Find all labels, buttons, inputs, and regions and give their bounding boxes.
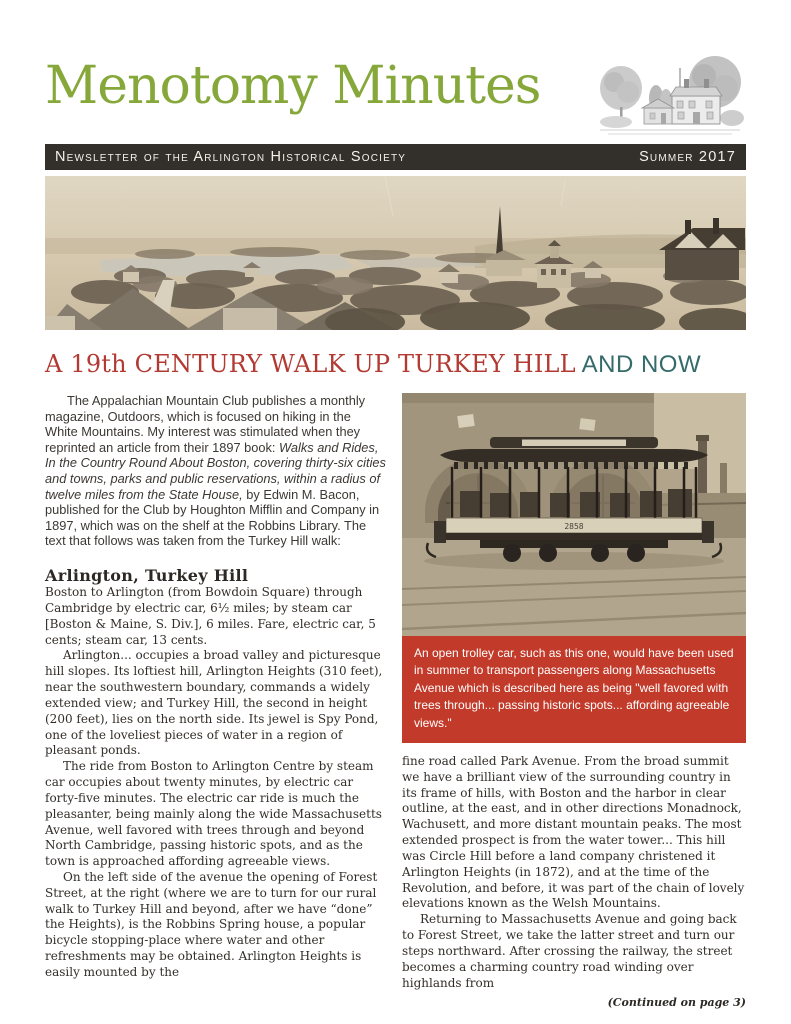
excerpt-paragraph: On the left side of the avenue the opening of Forest Street, at the right (where we are to turn for our rural walk to Turkey Hill and beyond, after we have “done” the Heights), is the Robbins Spring house, a popular bicycle stopping-place where water and other refreshments may be obtained. Arlington Heights is easily mounted by the [45, 870, 378, 979]
headline-main: A 19th CENTURY WALK UP TURKEY HILL [45, 350, 576, 378]
trolley-photo [402, 393, 746, 636]
continued-note: (Continued on page 3) [607, 996, 746, 1010]
trolley-car-number: 2858 [564, 522, 584, 531]
intro-paragraph [45, 393, 386, 549]
excerpt-paragraph: The ride from Boston to Arlington Centre by steam car occupies about twenty minutes, by electric car forty-five minutes. The electric car ride is much the pleasanter, being mainly along the wide Massachusetts Avenue, well favored with trees through and beyond North Cambridge, passing historic spots, and as the town is approached affording agreeable views. [45, 759, 382, 869]
trolley-figure [402, 393, 746, 743]
newsletter-title: Menotomy Minutes [45, 56, 541, 116]
right-column [402, 393, 746, 1009]
book-title: Walks and Rides, In the Country Round About Boston, covering thirty-six cities and towns, parks and public reservations, within a radius of twelve miles from the State House, [45, 439, 386, 502]
right-column-text [402, 754, 746, 991]
newsletter-subtitle: Newsletter of the Arlington Historical Society [55, 149, 407, 165]
intro-text-2: by Edwin M. Bacon, published for the Club by Houghton Mifflin and Company in 1897, which was on the shelf at the Robbins Library. The text that follows was taken from the Turkey Hill walk: [45, 486, 380, 549]
excerpt-paragraph: Boston to Arlington (from Bowdoin Square) through Cambridge by electric car, 6½ miles; by steam car [Boston & Maine, S. Div.], 6 miles. Fare, electric car, 5 cents; steam car, 13 cents. [45, 585, 376, 647]
intro-text-1: The Appalachian Mountain Club publishes a monthly magazine, Outdoors, which is focused on hiking in the White Mountains. My interest was stimulated when they reprinted an article from their 1897 book: [45, 393, 366, 455]
article-body [45, 393, 746, 1009]
panorama-photo [45, 176, 746, 330]
body-paragraph: Returning to Massachusetts Avenue and going back to Forest Street, we take the latter street and turn our steps northward. After crossing the railway, the street becomes a charming country road winding over highlands from [402, 912, 737, 990]
excerpt-paragraph: Arlington... occupies a broad valley and picturesque hill slopes. Its loftiest hill, Arlington Heights (310 feet), near the southwestern boundary, commands a widely extended view; and Turkey Hill, the second in height (200 feet), lies on the north side. Its jewel is Spy Pond, one of the loveliest pieces of water in a region of pleasant ponds. [45, 648, 383, 758]
body-paragraph: fine road called Park Avenue. From the broad summit we have a brilliant view of the surrounding country in its frame of hills, with Boston and the harbor in clear outline, at the east, and in other directions Monadnock, Wachusett, and more distant mountain peaks. The most extended prospect is from the water tower... This hill was Circle Hill before a land company christened it Arlington Heights (in 1872), and at the time of the Revolution, and before, it was part of the chain of lovely elevations known as the Welsh Mountains. [402, 753, 745, 911]
masthead-bar [45, 144, 746, 170]
house-sketch-illustration [594, 52, 746, 140]
issue-date: Summer 2017 [639, 149, 736, 165]
headline-accent: AND NOW [575, 351, 702, 378]
article-headline [45, 350, 746, 379]
left-column [45, 393, 386, 1009]
masthead [45, 52, 746, 142]
excerpt-text [45, 585, 386, 981]
photo-caption: An open trolley car, such as this one, would have been used in summer to transport passengers along Massachusetts Avenue which is described here as being "well favored with trees through... passing historic spots... affording agreeable views." [402, 636, 746, 743]
section-heading: Arlington, Turkey Hill [45, 566, 249, 586]
